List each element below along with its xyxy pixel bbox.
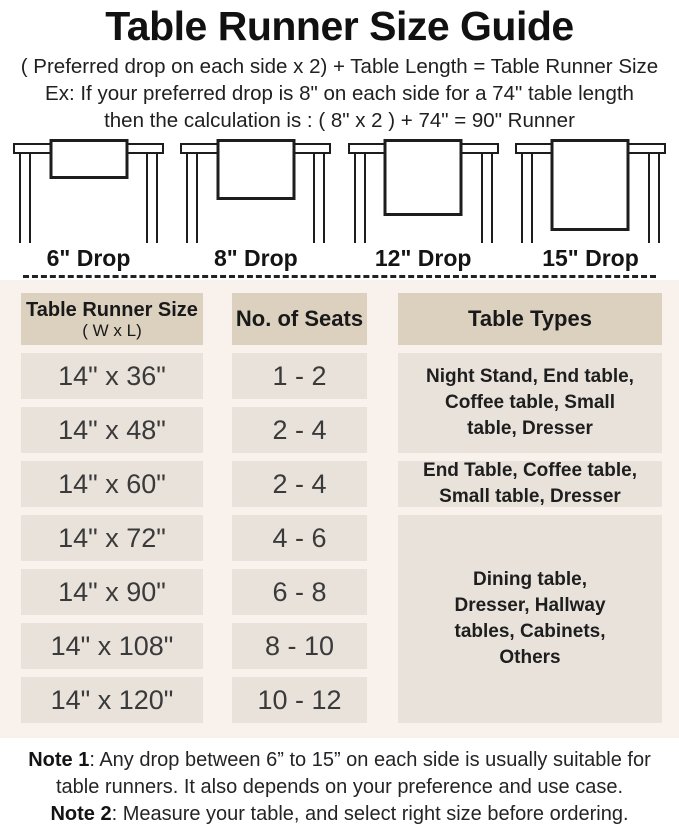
table-leg-icon	[521, 153, 533, 243]
runner-cloth-icon	[49, 139, 128, 179]
table-leg-icon	[19, 153, 31, 243]
formula-line: ( Preferred drop on each side x 2) + Table Length = Table Runner Size	[20, 55, 659, 79]
size-guide-table	[0, 280, 679, 738]
seats-cell: 4 - 6	[232, 515, 367, 561]
table-leg-icon	[146, 153, 158, 243]
table-runner-illustration-8	[177, 139, 334, 243]
table-types-cell	[398, 461, 662, 507]
seats-cell: 2 - 4	[232, 461, 367, 507]
table-runner-illustration-6	[10, 139, 167, 243]
runner-size-cell: 14" x 90"	[21, 569, 203, 615]
table-leg-icon	[481, 153, 493, 243]
dashed-divider	[23, 275, 656, 278]
seats-cell: 2 - 4	[232, 407, 367, 453]
table-types-text: End Table, Coffee table, Small table, Dresser	[423, 460, 637, 508]
table-runner-illustration-12	[345, 139, 502, 243]
runner-size-cell: 14" x 60"	[21, 461, 203, 507]
note-2	[6, 801, 673, 828]
drop-icons-row	[0, 139, 679, 243]
table-types-text: Night Stand, End table, Coffee table, Small table, Dresser	[426, 366, 634, 440]
runner-size-cell: 14" x 72"	[21, 515, 203, 561]
example-line-2: then the calculation is : ( 8" x 2 ) + 74" = 90" Runner	[104, 109, 575, 133]
runner-cloth-icon	[384, 139, 463, 216]
header-types: Table Types	[398, 293, 662, 345]
note-2-text: : Measure your table, and select right size before ordering.	[111, 803, 629, 826]
notes	[0, 747, 679, 828]
table-types-text: Dining table, Dresser, Hallway tables, Cabinets, Others	[454, 569, 606, 669]
drop-label: 15" Drop	[542, 245, 639, 272]
example-line-1: Ex: If your preferred drop is 8" on each side for a 74" table length	[45, 82, 634, 106]
seats-cell: 1 - 2	[232, 353, 367, 399]
drop-label: 12" Drop	[374, 245, 472, 272]
header-runner-size-units: ( W x L)	[82, 320, 142, 340]
table-leg-icon	[186, 153, 198, 243]
table-runner-illustration-15	[512, 139, 669, 243]
table-leg-icon	[313, 153, 325, 243]
runner-size-cell: 14" x 120"	[21, 677, 203, 723]
drop-labels-row	[0, 245, 679, 272]
runner-size-cell: 14" x 108"	[21, 623, 203, 669]
runner-size-cell: 14" x 36"	[21, 353, 203, 399]
header-runner-size	[21, 293, 203, 345]
column-runner-size	[21, 293, 203, 723]
column-types	[398, 293, 662, 723]
guide-header	[0, 0, 679, 134]
note-2-label: Note 2	[50, 803, 112, 826]
page-title: Table Runner Size Guide	[105, 3, 574, 49]
table-types-cell	[398, 515, 662, 723]
runner-size-cell: 14" x 48"	[21, 407, 203, 453]
drop-illustrations	[0, 139, 679, 278]
drop-label: 6" Drop	[46, 245, 131, 272]
table-leg-icon	[354, 153, 366, 243]
seats-cell: 8 - 10	[232, 623, 367, 669]
column-seats	[232, 293, 367, 723]
note-1	[6, 747, 673, 801]
header-runner-size-title: Table Runner Size	[26, 298, 198, 321]
seats-cell: 6 - 8	[232, 569, 367, 615]
seats-cell: 10 - 12	[232, 677, 367, 723]
drop-label: 8" Drop	[213, 245, 298, 272]
note-1-text: : Any drop between 6” to 15” on each side is usually suitable for table runners. It also depends on your preference and use case.	[55, 749, 651, 799]
note-1-label: Note 1	[28, 749, 90, 772]
runner-cloth-icon	[216, 139, 295, 200]
table-types-cell	[398, 353, 662, 453]
header-seats: No. of Seats	[232, 293, 367, 345]
table-leg-icon	[648, 153, 660, 243]
runner-cloth-icon	[551, 139, 630, 231]
